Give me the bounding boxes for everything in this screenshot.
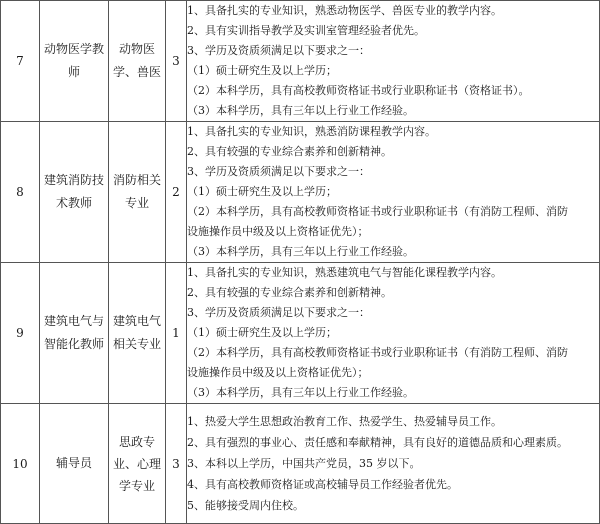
hiring-count: 3 — [166, 404, 187, 524]
row-index: 9 — [1, 263, 40, 404]
requirement-line: （3）本科学历，具有三年以上行业工作经验。 — [187, 245, 414, 258]
requirement-line: 5、能够接受周内住校。 — [187, 499, 304, 512]
table-row — [1, 263, 600, 404]
row-index: 7 — [1, 1, 40, 122]
requirements-cell — [187, 404, 600, 524]
requirement-line: 1、热爱大学生思想政治教育工作、热爱学生、热爱辅导员工作。 — [187, 415, 502, 428]
requirements-cell — [187, 122, 600, 263]
requirement-line: 1、具备扎实的专业知识，熟悉建筑电气与智能化课程教学内容。 — [187, 266, 502, 279]
hiring-count: 3 — [166, 1, 187, 122]
requirement-line: 1、具备扎实的专业知识，熟悉动物医学、兽医专业的教学内容。 — [187, 4, 502, 17]
requirement-line: 2、具有较强的专业综合素养和创新精神。 — [187, 286, 392, 299]
table-row — [1, 1, 600, 122]
position-name: 动物医学教师 — [40, 1, 109, 122]
hiring-count: 2 — [166, 122, 187, 263]
requirement-line: （2）本科学历，具有高校教师资格证书或行业职称证书（有消防工程师、消防 — [187, 346, 568, 359]
requirement-line: （1）硕士研究生及以上学历； — [187, 185, 337, 198]
requirement-line: （3）本科学历，具有三年以上行业工作经验。 — [187, 104, 414, 117]
requirement-line: （1）硕士研究生及以上学历； — [187, 64, 337, 77]
major-requirement: 消防相关专业 — [109, 122, 166, 263]
row-index: 8 — [1, 122, 40, 263]
requirement-line: 2、具有较强的专业综合素养和创新精神。 — [187, 145, 392, 158]
major-requirement: 动物医学、兽医 — [109, 1, 166, 122]
requirement-line: 设施操作员中级及以上资格证优先）； — [187, 225, 369, 238]
position-name: 建筑消防技术教师 — [40, 122, 109, 263]
requirements-cell — [187, 1, 600, 122]
requirements-cell — [187, 263, 600, 404]
major-requirement: 思政专业、心理学专业 — [109, 404, 166, 524]
requirement-line: 2、具有强烈的事业心、责任感和奉献精神，具有良好的道德品质和心理素质。 — [187, 436, 568, 449]
position-name: 建筑电气与智能化教师 — [40, 263, 109, 404]
hiring-count: 1 — [166, 263, 187, 404]
position-name: 辅导员 — [40, 404, 109, 524]
requirement-line: 3、学历及资质须满足以下要求之一： — [187, 306, 370, 319]
table-row — [1, 122, 600, 263]
requirement-line: 4、具有高校教师资格证或高校辅导员工作经验者优先。 — [187, 478, 458, 491]
requirement-line: 设施操作员中级及以上资格证优先）； — [187, 366, 369, 379]
major-requirement: 建筑电气相关专业 — [109, 263, 166, 404]
row-index: 10 — [1, 404, 40, 524]
requirement-line: （1）硕士研究生及以上学历； — [187, 326, 337, 339]
requirement-line: 3、学历及资质须满足以下要求之一： — [187, 165, 370, 178]
requirement-line: 2、具有实训指导教学及实训室管理经验者优先。 — [187, 24, 425, 37]
requirement-line: （2）本科学历，具有高校教师资格证书或行业职称证书（有消防工程师、消防 — [187, 205, 568, 218]
requirement-line: 1、具备扎实的专业知识，熟悉消防课程教学内容。 — [187, 125, 436, 138]
requirement-line: （2）本科学历，具有高校教师资格证书或行业职称证书（资格证书）。 — [187, 84, 530, 97]
requirement-line: （3）本科学历，具有三年以上行业工作经验。 — [187, 386, 414, 399]
table-row — [1, 404, 600, 524]
requirement-line: 3、学历及资质须满足以下要求之一： — [187, 44, 370, 57]
requirement-line: 3、本科以上学历，中国共产党员，35 岁以下。 — [187, 457, 421, 470]
